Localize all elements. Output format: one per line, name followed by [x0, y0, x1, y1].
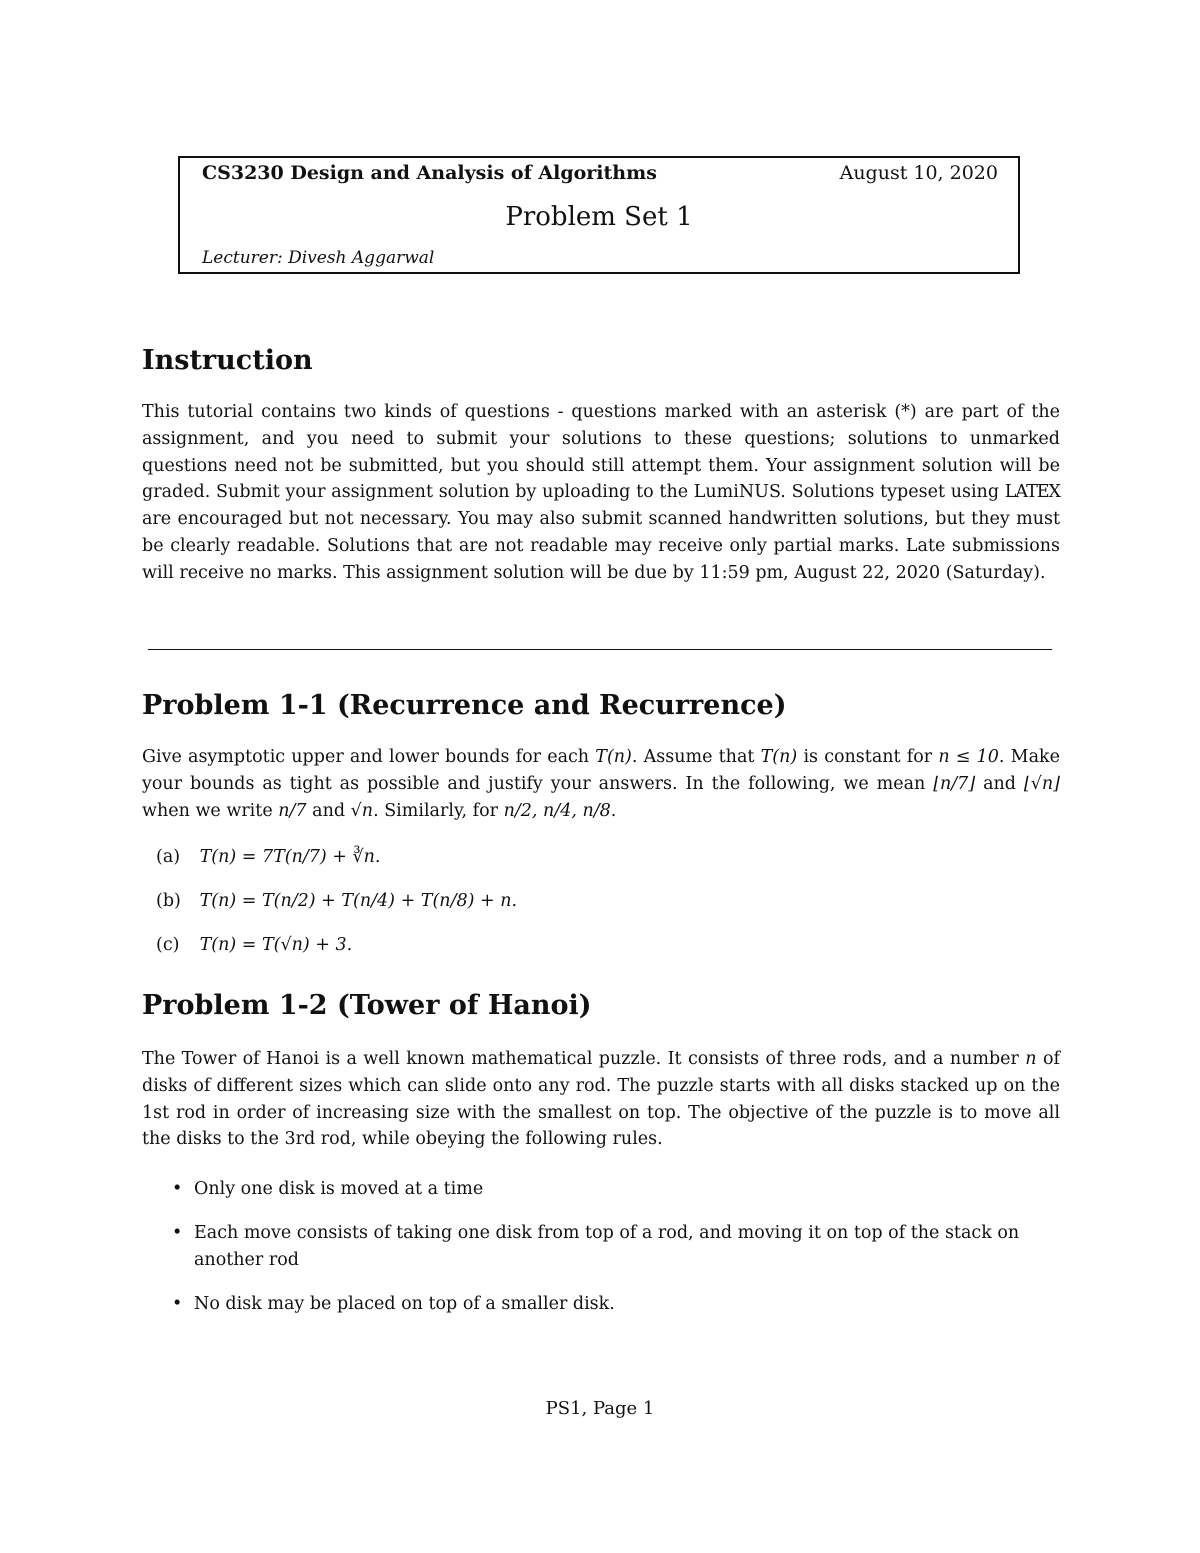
intro-text: when we write [142, 800, 273, 821]
latex-logo: LATEX [1004, 482, 1060, 503]
problem-set-title: Problem Set 1 [505, 202, 693, 232]
problem-1-1-heading: Problem 1-1 (Recurrence and Recurrence) [142, 690, 787, 721]
item-label: (a) [156, 847, 181, 867]
item-label: (c) [156, 935, 180, 955]
hanoi-text-2: of disks of different sizes which can slide onto any rod. The puzzle starts with all disks stacked up on the 1st rod in order of increasing size with the smallest on top. The objective of the puzzle is to move all the disks to the 3rd rod, while obeying the following rules. [142, 1049, 1060, 1150]
instruction-heading: Instruction [142, 345, 313, 376]
math-Tn: T(n) [760, 747, 798, 767]
math-condition: n ≤ 10 [938, 747, 999, 767]
recurrence-item-b [156, 888, 517, 914]
section-divider [148, 649, 1052, 650]
instruction-text-2: are encouraged but not necessary. You may also submit scanned handwritten solutions, but they must be clearly readable. Solutions that are not readable may receive only partial marks. Late submissions will receive no marks. This assignment solution will be due by 11:59 pm, August 22, 2020 (Saturday). [142, 509, 1060, 583]
intro-text: and [983, 773, 1016, 794]
bullet-icon: • [172, 1223, 183, 1243]
header-date: August 10, 2020 [839, 162, 998, 184]
item-label: (b) [156, 891, 181, 911]
intro-text: is constant for [803, 747, 933, 767]
math-n7: n/7 [278, 800, 307, 821]
page-footer: PS1, Page 1 [545, 1398, 655, 1419]
rule-text: Only one disk is moved at a time [194, 1179, 484, 1199]
lecturer-name: Lecturer: Divesh Aggarwal [202, 248, 435, 268]
math-similar: n/2, n/4, n/8. [503, 800, 617, 821]
item-expression: T(n) = 7T(n/7) + ∛n. [199, 847, 381, 867]
intro-text: . Similarly, for [373, 800, 499, 821]
math-Tn: T(n) [595, 747, 632, 767]
math-floor-sqrt: ⌊√n⌋ [1023, 773, 1060, 794]
problem-1-2-heading: Problem 1-2 (Tower of Hanoi) [142, 990, 592, 1021]
course-title: CS3230 Design and Analysis of Algorithms [202, 162, 657, 184]
hanoi-text-1: The Tower of Hanoi is a well known mathematical puzzle. It consists of three rods, and a number [142, 1049, 1019, 1069]
bullet-icon: • [172, 1179, 183, 1199]
math-n: n [1025, 1049, 1037, 1069]
intro-text: . Assume that [631, 747, 755, 767]
problem-1-1-intro [142, 744, 1060, 824]
item-expression: T(n) = T(n/2) + T(n/4) + T(n/8) + n. [199, 891, 518, 911]
rule-text: No disk may be placed on top of a smaller disk. [194, 1294, 615, 1314]
math-floor-n7: ⌊n/7⌋ [933, 773, 976, 794]
instruction-text-1: This tutorial contains two kinds of questions - questions marked with an asterisk (*) are part of the assignment, and you need to submit your solutions to these questions; solutions to unmarked questions need not be submitted, but you should still attempt them. Your assignment solution will be graded. Submit your assignment solution by uploading to the LumiNUS. Solutions typeset using [142, 402, 1060, 503]
intro-text: Give asymptotic upper and lower bounds for each [142, 747, 590, 767]
item-expression: T(n) = T(√n) + 3. [199, 935, 353, 955]
intro-text: . Make your bounds as tight as possible and justify your answers. In the following, we mean [142, 747, 1060, 794]
instruction-paragraph [142, 399, 1060, 587]
math-sqrtn: √n [350, 800, 374, 821]
rule-text: Each move consists of taking one disk from top of a rod, and moving it on top of the stack on another rod [194, 1223, 1020, 1270]
intro-text: and [312, 800, 346, 821]
problem-1-2-paragraph [142, 1046, 1060, 1153]
header-box [178, 156, 1020, 274]
recurrence-item-a [156, 844, 381, 870]
recurrence-item-c [156, 932, 352, 958]
bullet-icon: • [172, 1294, 183, 1314]
